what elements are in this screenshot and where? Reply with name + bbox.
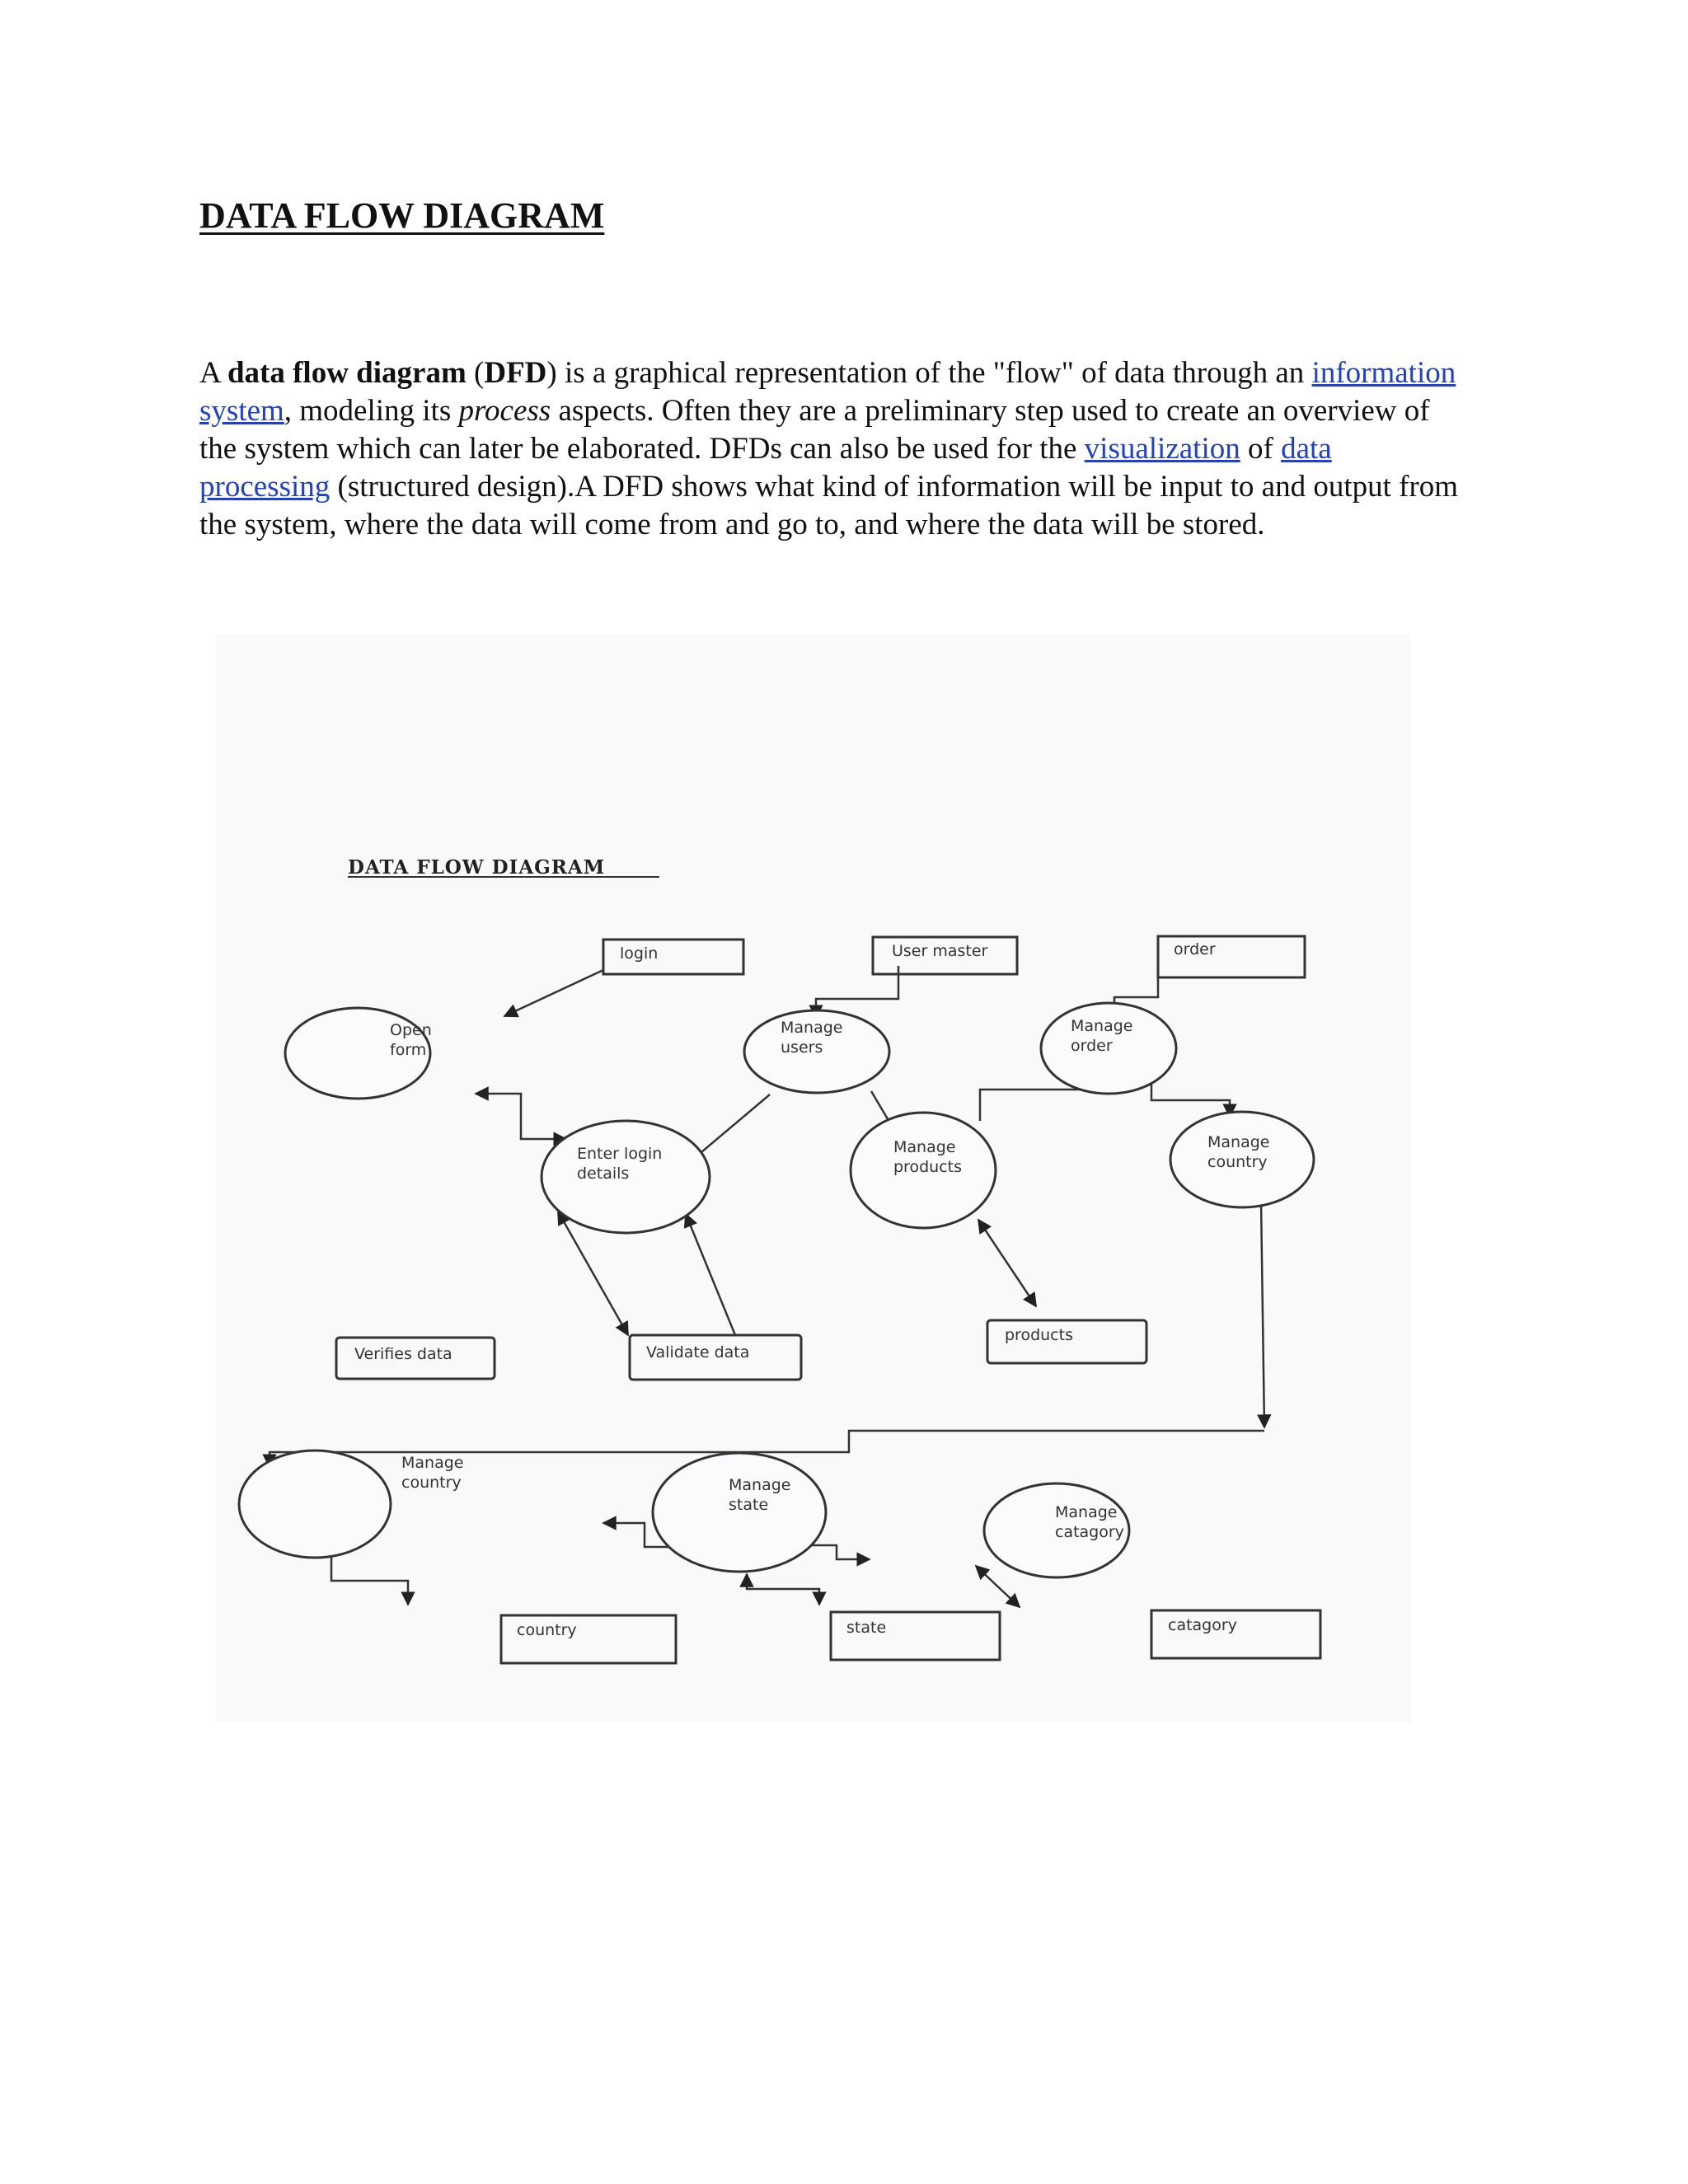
flow-login-open-form	[504, 970, 603, 1016]
process-open-form-label-1: Open	[390, 1021, 432, 1039]
intro-text: (structured design).A DFD shows what kind of information will be input to and output from the system, where the data will come from and go to, and where the data will be stored.	[199, 470, 1459, 541]
intro-text: aspects. Often they are a preliminary step used to create an overview of the system which can later be elaborated. DFDs can also be used for the	[199, 394, 1430, 466]
store-validate-data-label: Validate data	[646, 1343, 750, 1361]
process-manage-country-top-label-1: Manage	[1207, 1133, 1270, 1151]
term-process: process	[458, 394, 551, 428]
process-manage-order-label-2: order	[1071, 1037, 1113, 1055]
store-login-label: login	[620, 944, 659, 963]
flow-manage-state-store	[747, 1574, 819, 1605]
process-manage-state-label-2: state	[729, 1496, 769, 1514]
flow-enter-login-validate	[686, 1214, 735, 1335]
store-country-label: country	[517, 1621, 577, 1639]
store-products-label: products	[1005, 1326, 1073, 1344]
process-manage-users-label-1: Manage	[781, 1019, 843, 1037]
process-manage-catagory-label-2: catagory	[1055, 1523, 1124, 1541]
process-manage-state-label-1: Manage	[729, 1476, 791, 1494]
flow-open-form-enter-login	[476, 1094, 566, 1139]
process-manage-country-bottom-label-1: Manage	[401, 1454, 464, 1472]
intro-text: , modeling its	[284, 394, 459, 428]
intro-text: ) is a graphical representation of the "flow" of data through an	[546, 356, 1312, 390]
dfd-figure	[216, 635, 1411, 1722]
process-manage-country-bottom-label-2: country	[401, 1474, 462, 1492]
link-visualization[interactable]: visualization	[1084, 432, 1240, 466]
flow-manage-products-store	[978, 1220, 1036, 1306]
process-manage-country-top-label-2: country	[1207, 1153, 1268, 1171]
flow-manage-users-enter-login	[691, 1094, 770, 1161]
flow-manage-catagory-store	[976, 1566, 1020, 1607]
store-verifies-data-label: Verifies data	[354, 1345, 452, 1363]
dfd-diagram	[216, 635, 1411, 1722]
process-enter-login-label-2: details	[577, 1165, 630, 1183]
store-catagory-label: catagory	[1168, 1616, 1237, 1634]
process-enter-login-label-1: Enter login	[577, 1145, 663, 1163]
store-order-label: order	[1174, 940, 1216, 958]
process-manage-users-label-2: users	[781, 1038, 823, 1057]
process-manage-order-label-1: Manage	[1071, 1017, 1133, 1035]
term-dfd: DFD	[484, 356, 547, 390]
flow-manage-order-country	[1151, 1080, 1230, 1117]
store-user-master-label: User master	[892, 942, 988, 960]
process-open-form-label-2: form	[390, 1041, 427, 1059]
link-data-processing[interactable]: data processing	[199, 432, 1332, 504]
intro-text: A	[199, 356, 227, 390]
intro-text: of	[1240, 432, 1282, 466]
link-information-system[interactable]: information system	[199, 356, 1456, 428]
store-state-label: state	[846, 1619, 887, 1637]
intro-text: (	[466, 356, 485, 390]
process-manage-country-bottom	[239, 1451, 391, 1558]
diagram-title: DATA FLOW DIAGRAM	[348, 856, 606, 879]
process-manage-catagory-label-1: Manage	[1055, 1503, 1118, 1521]
process-manage-products-label-2: products	[893, 1158, 962, 1176]
flow-manage-country-store	[331, 1550, 408, 1605]
intro-paragraph	[199, 354, 1469, 544]
page-title: DATA FLOW DIAGRAM	[199, 195, 605, 236]
term-data-flow-diagram: data flow diagram	[227, 356, 467, 390]
process-manage-products-label-1: Manage	[893, 1138, 956, 1156]
flow-manage-country-down	[1261, 1202, 1264, 1427]
